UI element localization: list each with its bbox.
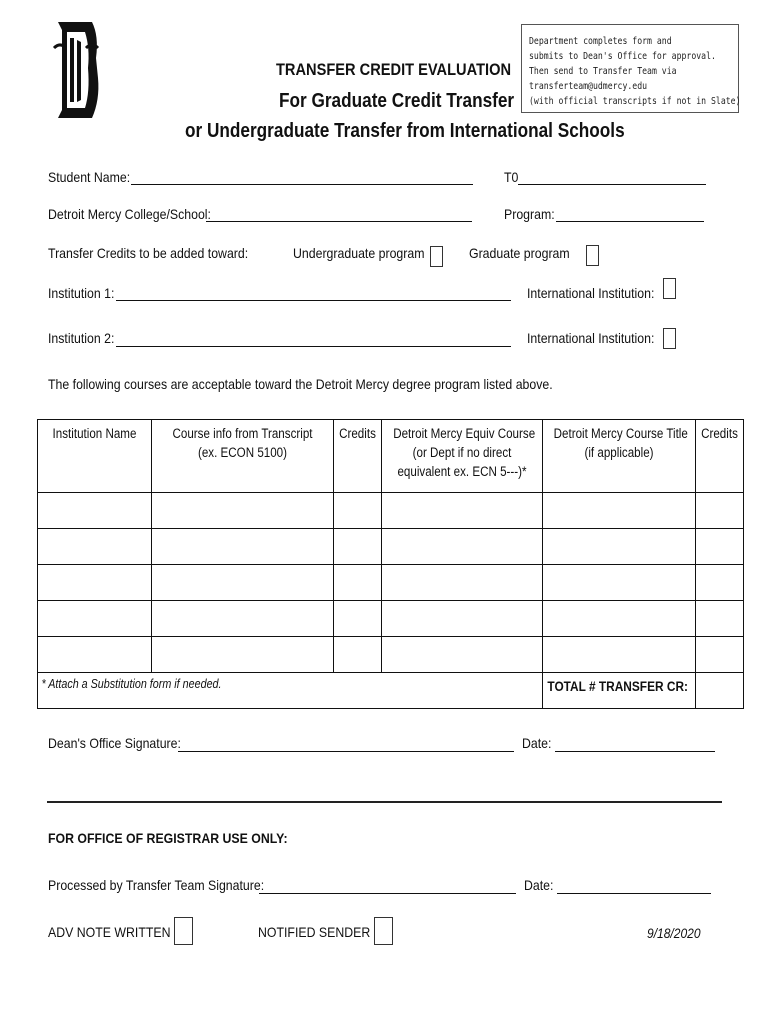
table-cell[interactable] xyxy=(696,601,744,637)
table-cell[interactable] xyxy=(334,637,382,673)
table-cell[interactable] xyxy=(696,565,744,601)
table-cell[interactable] xyxy=(152,637,334,673)
total-credits-cell[interactable] xyxy=(696,673,744,709)
table-cell[interactable] xyxy=(382,493,543,529)
table-cell[interactable] xyxy=(334,601,382,637)
table-cell[interactable] xyxy=(382,565,543,601)
student-name-field[interactable] xyxy=(131,184,473,185)
international-2-label: International Institution: xyxy=(527,330,655,346)
table-cell[interactable] xyxy=(334,493,382,529)
table-cell[interactable] xyxy=(152,601,334,637)
processed-date-field[interactable] xyxy=(557,893,711,894)
table-cell[interactable] xyxy=(38,601,152,637)
table-row xyxy=(38,565,744,601)
table-cell[interactable] xyxy=(152,493,334,529)
table-cell[interactable] xyxy=(382,529,543,565)
acceptance-statement: The following courses are acceptable toward the Detroit Mercy degree program listed above. xyxy=(48,376,553,392)
table-cell[interactable] xyxy=(38,565,152,601)
processed-date-label: Date: xyxy=(524,877,554,893)
dean-signature-label: Dean's Office Signature: xyxy=(48,735,181,751)
footnote-cell xyxy=(38,673,543,709)
adv-note-label: ADV NOTE WRITTEN xyxy=(48,924,171,940)
table-row xyxy=(38,637,744,673)
student-name-label: Student Name: xyxy=(48,169,131,185)
dean-signature-field[interactable] xyxy=(178,751,514,752)
form-subtitle-2: or Undergraduate Transfer from International Schools xyxy=(185,120,625,142)
t-number-label: T0 xyxy=(504,169,519,185)
international-1-checkbox[interactable] xyxy=(663,278,676,299)
table-cell[interactable] xyxy=(152,529,334,565)
note-line: Then send to Transfer Team via xyxy=(529,66,677,77)
total-transfer-label: TOTAL # TRANSFER CR: xyxy=(547,679,688,694)
table-cell[interactable] xyxy=(382,601,543,637)
table-cell[interactable] xyxy=(38,637,152,673)
undergrad-checkbox[interactable] xyxy=(430,246,443,267)
institution-1-label: Institution 1: xyxy=(48,285,115,301)
international-1-label: International Institution: xyxy=(527,285,655,301)
total-label-cell xyxy=(543,673,696,709)
note-line: Department completes form and xyxy=(529,36,672,47)
dean-date-field[interactable] xyxy=(555,751,715,752)
table-cell[interactable] xyxy=(543,493,696,529)
institution-1-field[interactable] xyxy=(116,300,511,301)
header-course-info: Course info from Transcript (ex. ECON 5100) xyxy=(152,420,334,493)
table-row xyxy=(38,493,744,529)
table-cell[interactable] xyxy=(38,493,152,529)
header-credits: Credits xyxy=(334,420,382,493)
table-cell[interactable] xyxy=(334,565,382,601)
college-label: Detroit Mercy College/School: xyxy=(48,206,211,222)
program-label: Program: xyxy=(504,206,555,222)
table-cell[interactable] xyxy=(152,565,334,601)
substitution-footnote: * Attach a Substitution form if needed. xyxy=(41,677,222,691)
table-cell[interactable] xyxy=(696,529,744,565)
notified-sender-checkbox[interactable] xyxy=(374,917,393,945)
form-revision-date: 9/18/2020 xyxy=(647,925,701,941)
grad-label: Graduate program xyxy=(469,245,570,261)
registrar-heading: FOR OFFICE OF REGISTRAR USE ONLY: xyxy=(48,830,288,846)
table-row xyxy=(38,601,744,637)
processed-signature-field[interactable] xyxy=(259,893,516,894)
table-cell[interactable] xyxy=(696,493,744,529)
header-institution-name: Institution Name xyxy=(38,420,152,493)
institution-2-label: Institution 2: xyxy=(48,330,115,346)
processed-signature-label: Processed by Transfer Team Signature: xyxy=(48,877,265,893)
adv-note-checkbox[interactable] xyxy=(174,917,193,945)
t-number-field[interactable] xyxy=(518,184,706,185)
grad-checkbox[interactable] xyxy=(586,245,599,266)
dean-date-label: Date: xyxy=(522,735,552,751)
table-header-row xyxy=(38,420,744,493)
courses-table xyxy=(37,419,744,709)
college-field[interactable] xyxy=(206,221,472,222)
header-equiv-course: Detroit Mercy Equiv Course (or Dept if no direct equivalent ex. ECN 5---)* xyxy=(382,420,543,493)
table-cell[interactable] xyxy=(696,637,744,673)
table-cell[interactable] xyxy=(543,565,696,601)
table-cell[interactable] xyxy=(38,529,152,565)
table-cell[interactable] xyxy=(543,529,696,565)
form-title: TRANSFER CREDIT EVALUATION xyxy=(276,60,512,79)
university-logo xyxy=(52,18,100,123)
header-course-title: Detroit Mercy Course Title (if applicable) xyxy=(543,420,696,493)
note-line: (with official transcripts if not in Slate) xyxy=(529,96,741,107)
international-2-checkbox[interactable] xyxy=(663,328,676,349)
section-divider xyxy=(47,801,722,803)
note-line: submits to Dean's Office for approval. xyxy=(529,51,716,62)
table-footer-row xyxy=(38,673,744,709)
table-row xyxy=(38,529,744,565)
table-cell[interactable] xyxy=(334,529,382,565)
credits-toward-label: Transfer Credits to be added toward: xyxy=(48,245,249,261)
program-field[interactable] xyxy=(556,221,704,222)
header-credits-2: Credits xyxy=(696,420,744,493)
note-line: transferteam@udmercy.edu xyxy=(529,81,648,92)
notified-sender-label: NOTIFIED SENDER xyxy=(258,924,371,940)
institution-2-field[interactable] xyxy=(116,346,511,347)
undergrad-label: Undergraduate program xyxy=(293,245,425,261)
form-subtitle-1: For Graduate Credit Transfer xyxy=(279,90,515,112)
table-cell[interactable] xyxy=(543,601,696,637)
table-cell[interactable] xyxy=(543,637,696,673)
instruction-note xyxy=(521,24,739,113)
table-cell[interactable] xyxy=(382,637,543,673)
